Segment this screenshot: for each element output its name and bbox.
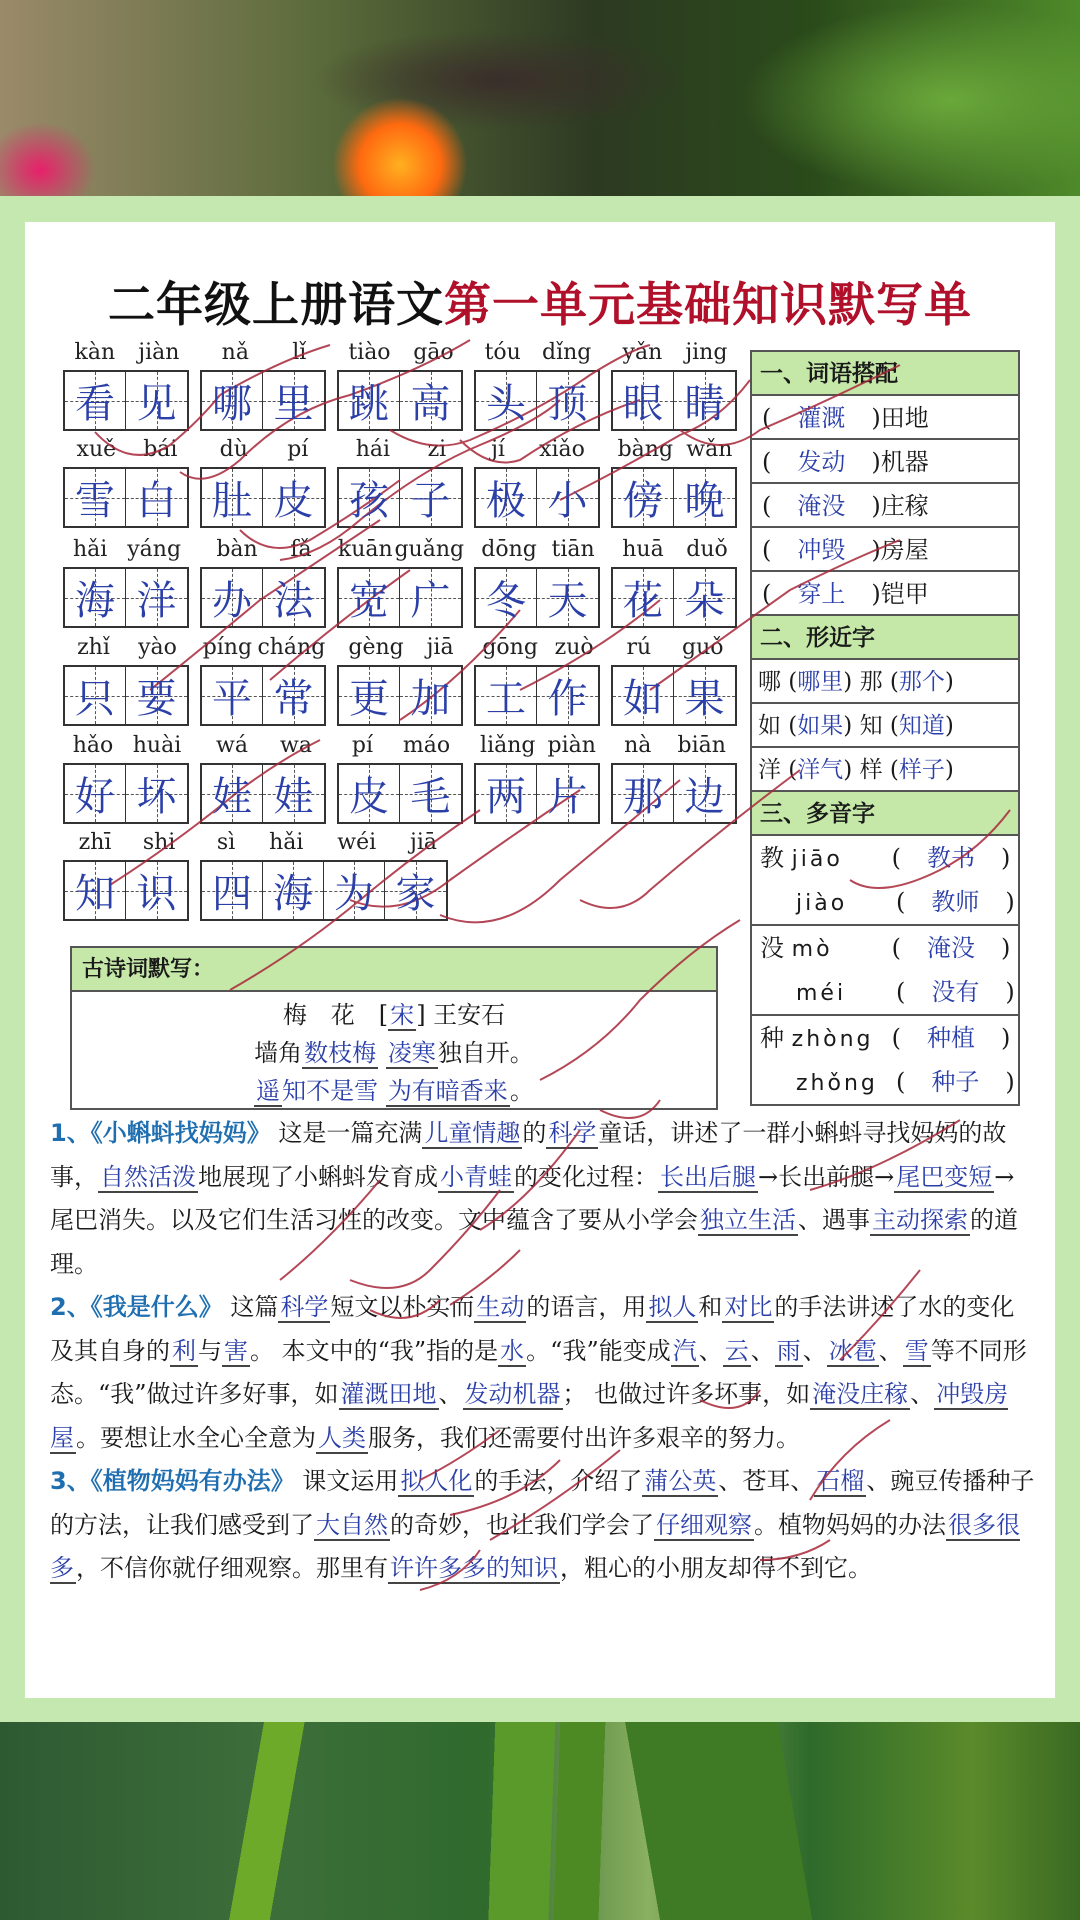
lesson-title: 2、《我是什么》 [50,1293,223,1321]
tianzige-boxes [611,370,737,431]
handwritten-char: 洋 [126,569,187,626]
tianzige-boxes [611,763,737,824]
pinyin-label: tóu dǐng [484,340,592,365]
handwritten-char: 宽 [339,569,400,626]
polyphone-pinyin: mò [791,937,833,962]
polyphone-char: 教 [760,844,784,872]
handwritten-char: 加 [400,667,461,724]
fill-blank-answer: 冰雹 [828,1336,877,1365]
handwritten-char: 识 [126,862,187,919]
fill-blank-answer: 对比 [724,1293,773,1321]
fill-blank-answer: 冲毁房屋 [50,1380,1009,1452]
handwritten-char: 更 [339,667,400,724]
handwritten-char: 里 [263,372,324,429]
tianzige-boxes [474,567,600,628]
tianzige-boxes [63,567,189,628]
word-matching-row: ( 淹没 )庄稼 [752,484,1018,528]
pinyin-label: bàn fǎ [216,537,312,562]
handwritten-char: 极 [476,469,537,526]
handwritten-char: 娃 [202,765,263,822]
pinyin-label: dōng tiān [481,537,595,562]
page-title [0,268,1080,335]
tianzige-boxes [63,370,189,431]
handwritten-char: 睛 [674,372,735,429]
fill-blank-answer: 小青蛙 [440,1162,512,1191]
tianzige-boxes [611,467,737,528]
fill-blank-answer: 汽 [672,1336,697,1365]
pinyin-label: kàn jiàn [74,340,180,365]
fill-blank-answer: 利 [172,1336,196,1365]
handwritten-char: 白 [126,469,187,526]
title-grade: 二年级上册语文 [108,278,444,333]
tianzige-boxes [200,860,448,921]
fill-blank-answer: 雪 [904,1336,929,1365]
poem-dictation-box [70,946,718,1110]
pinyin-label: hǎo huài [72,733,182,758]
handwritten-char: 果 [674,667,735,724]
similar-char-row: 如 (如果) 知 (知道) [752,704,1018,748]
handwritten-char: 天 [537,569,598,626]
matching-answer: 穿上 [797,580,846,608]
handwritten-char: 跳 [339,372,400,429]
polyphone-pinyin: méi [796,981,847,1006]
handwritten-char: 知 [65,862,126,919]
handwritten-char: 为 [324,862,385,919]
tianzige-boxes [611,567,737,628]
handwritten-char: 晚 [674,469,735,526]
similar-char-answer: 知道 [898,713,945,739]
handwritten-char: 海 [263,862,324,919]
background-photo-tulips [0,0,1080,196]
fill-blank-answer: 仔细观察 [656,1510,752,1539]
fill-blank-answer: 拟人 [648,1293,697,1321]
pinyin-label: huā duǒ [622,537,728,562]
pinyin-label: jí xiǎo [491,437,585,462]
tianzige-boxes [63,467,189,528]
pinyin-label: píng cháng [202,635,326,660]
fill-blank-answer: 生动 [476,1293,525,1321]
handwritten-char: 毛 [400,765,461,822]
pinyin-label: liǎng piàn [480,733,596,758]
pinyin-label: yǎn jing [622,340,728,365]
handwritten-char: 只 [65,667,126,724]
handwritten-char: 办 [202,569,263,626]
tianzige-boxes [63,860,189,921]
handwritten-char: 法 [263,569,324,626]
handwritten-char: 朵 [674,569,735,626]
tianzige-boxes [337,467,463,528]
word-matching-row: ( 穿上 )铠甲 [752,572,1018,616]
polyphone-char: 种 [760,1024,784,1052]
handwritten-char: 小 [537,469,598,526]
fill-blank-answer: 许许多多的知识 [390,1554,558,1582]
handwritten-char: 孩 [339,469,400,526]
tianzige-boxes [200,467,326,528]
poem-blank: 遥 [256,1077,281,1105]
fill-blank-answer: 主动探索 [872,1206,968,1234]
fill-blank-answer: 科学 [280,1293,329,1321]
handwritten-char: 见 [126,372,187,429]
pinyin-label: nà biān [624,733,726,758]
tianzige-boxes [337,567,463,628]
handwritten-char: 常 [263,667,324,724]
handwritten-char: 肚 [202,469,263,526]
polyphone-answer: 教师 [931,888,980,916]
similar-char-answer: 如果 [797,713,844,739]
tianzige-boxes [337,763,463,824]
tianzige-boxes [474,665,600,726]
pinyin-label: gōng zuò [482,635,594,660]
handwritten-char: 头 [476,372,537,429]
polyphone-group: 没 mò ( 淹没 ) méi ( 没有 ) [752,926,1018,1016]
tianzige-boxes [474,370,600,431]
handwritten-char: 花 [613,569,674,626]
fill-blank-answer: 独立生活 [700,1206,796,1234]
handwritten-char: 平 [202,667,263,724]
polyphone-group: 教 jiāo ( 教书 ) jiào ( 教师 ) [752,836,1018,926]
section-heading-similar-chars: 二、形近字 [752,616,1018,660]
handwritten-char: 家 [385,862,446,919]
polyphone-answer: 淹没 [927,934,976,962]
tianzige-boxes [200,665,326,726]
handwritten-char: 高 [400,372,461,429]
polyphone-pinyin: jiāo [791,847,843,872]
similar-char-answer: 洋气 [797,757,844,783]
pinyin-label: zhī shi [78,830,176,855]
similar-char-answer: 哪里 [797,669,844,695]
fill-blank-answer: 儿童情趣 [424,1119,521,1147]
fill-blank-answer: 大自然 [316,1510,388,1539]
handwritten-char: 四 [202,862,263,919]
handwritten-char: 顶 [537,372,598,429]
title-unit: 第一单元基础知识默写单 [444,278,972,333]
background-photo-grass [0,1722,1080,1920]
polyphone-char: 没 [760,934,784,962]
handwritten-char: 子 [400,469,461,526]
fill-blank-answer: 雨 [776,1336,801,1365]
tianzige-boxes [63,665,189,726]
fill-blank-answer: 自然活泼 [100,1162,196,1191]
lesson-summary: 3、《植物妈妈有办法》 课文运用拟人化的手法，介绍了蒲公英、苍耳、石榴、豌豆传播种子的方法，让我们感受到了大自然的奇妙，也让我们学会了仔细观察。植物妈妈的办法很多很多，不信你就仔细观察。那里有许许多多的知识，粗心的小朋友却得不到它。 [50,1467,1035,1582]
fill-blank-answer: 长出后腿 [660,1162,756,1191]
similar-char-row: 洋 (洋气) 样 (样子) [752,748,1018,792]
pinyin-label: nǎ lǐ [221,340,307,365]
handwritten-char: 皮 [263,469,324,526]
tianzige-boxes [611,665,737,726]
handwritten-char: 好 [65,765,126,822]
lesson-summary: 1、《小蝌蚪找妈妈》 这是一篇充满儿童情趣的科学童话，讲述了一群小蝌蚪寻找妈妈的故事，自然活泼地展现了小蝌蚪发育成小青蛙的变化过程：长出后腿→长出前腿→尾巴变短→尾巴消失。以及它们生活习性的改变。文中蕴含了要从小学会独立生活、遇事主动探索的道理。 [50,1119,1018,1278]
pinyin-label: tiào gāo [348,340,454,365]
tianzige-boxes [474,467,600,528]
handwritten-char: 雪 [65,469,126,526]
handwritten-char: 边 [674,765,735,822]
polyphone-pinyin: zhǒng [796,1071,878,1096]
fill-blank-answer: 很多很多 [50,1510,1020,1582]
lesson-title: 1、《小蝌蚪找妈妈》 [50,1119,271,1147]
pinyin-label: kuān guǎng [337,537,465,562]
handwritten-char: 作 [537,667,598,724]
poem-title-line: 梅 花 [宋] 王安石 [282,1001,506,1029]
poem-heading: 古诗词默写： [72,948,716,992]
lesson-summaries [50,1112,1035,1591]
tianzige-boxes [200,763,326,824]
polyphone-pinyin: zhòng [791,1027,874,1052]
fill-blank-answer: 淹没庄稼 [812,1380,909,1408]
fill-blank-answer: 拟人化 [400,1467,473,1495]
tianzige-boxes [337,370,463,431]
pinyin-label: bàng wǎn [617,437,733,462]
pinyin-label: pí máo [351,733,451,758]
similar-char-answer: 那个 [898,669,945,695]
similar-char-answer: 样子 [898,757,945,783]
section-heading-polyphones: 三、多音字 [752,792,1018,836]
pinyin-label: rú guǒ [626,635,724,660]
section-heading-word-matching: 一、词语搭配 [752,352,1018,396]
polyphone-answer: 种子 [931,1068,980,1096]
fill-blank-answer: 发动机器 [464,1380,561,1408]
matching-answer: 发动 [797,448,846,476]
poem-blank: 为有暗香来 [387,1077,508,1105]
poem-line-1: 墙角数枝梅 凌寒独自开。 [254,1039,534,1067]
matching-answer: 冲毁 [797,536,846,564]
polyphone-answer: 种植 [927,1024,976,1052]
polyphone-answer: 教书 [927,844,976,872]
pinyin-label: dù pí [219,437,309,462]
tianzige-boxes [200,567,326,628]
handwritten-char: 看 [65,372,126,429]
pinyin-label: zhǐ yào [77,635,177,660]
pinyin-label: wá wa [216,733,312,758]
handwritten-char: 海 [65,569,126,626]
fill-blank-answer: 蒲公英 [644,1467,717,1495]
pinyin-label: sì hǎi wéi jiā [216,830,438,855]
poem-dynasty-answer: 宋 [390,1001,415,1029]
fill-blank-answer: 科学 [548,1119,597,1147]
handwritten-char: 那 [613,765,674,822]
handwritten-char: 广 [400,569,461,626]
matching-answer: 灌溉 [797,404,846,432]
pinyin-label: gèng jiā [348,635,454,660]
handwritten-char: 工 [476,667,537,724]
poem-line-2: 遥知不是雪 为有暗香来。 [256,1077,534,1105]
handwritten-char: 两 [476,765,537,822]
poem-blank: 数枝梅 [304,1039,377,1067]
handwritten-char: 皮 [339,765,400,822]
fill-blank-answer: 云 [724,1336,749,1365]
right-panel [750,350,1020,1106]
tianzige-boxes [337,665,463,726]
handwritten-char: 眼 [613,372,674,429]
handwritten-char: 冬 [476,569,537,626]
handwritten-char: 娃 [263,765,324,822]
similar-char-row: 哪 (哪里) 那 (那个) [752,660,1018,704]
handwritten-char: 傍 [613,469,674,526]
fill-blank-answer: 人类 [318,1423,366,1452]
polyphone-pinyin: jiào [796,891,848,916]
handwritten-char: 要 [126,667,187,724]
word-matching-row: ( 发动 )机器 [752,440,1018,484]
fill-blank-answer: 水 [500,1336,525,1365]
lesson-title: 3、《植物妈妈有办法》 [50,1467,295,1495]
fill-blank-answer: 尾巴变短 [896,1162,993,1191]
word-matching-row: ( 冲毁 )房屋 [752,528,1018,572]
pinyin-label: hái zi [355,437,447,462]
handwritten-char: 片 [537,765,598,822]
tianzige-boxes [63,763,189,824]
word-matching-row: ( 灌溉 )田地 [752,396,1018,440]
matching-answer: 淹没 [797,492,846,520]
tianzige-boxes [474,763,600,824]
handwritten-char: 哪 [202,372,263,429]
handwritten-char: 如 [613,667,674,724]
pinyin-label: xuě bái [76,437,178,462]
poem-blank: 凌寒 [387,1039,436,1067]
handwritten-char: 坏 [126,765,187,822]
tianzige-boxes [200,370,326,431]
pinyin-label: hǎi yáng [72,537,182,562]
polyphone-answer: 没有 [931,978,980,1006]
fill-blank-answer: 害 [224,1336,248,1365]
lesson-summary: 2、《我是什么》 这篇科学短文以朴实而生动的语言，用拟人和对比的手法讲述了水的变化及其自身的利与害。 本文中的“我”指的是水。“我”能变成汽、云、雨、冰雹、雪等不同形态。“我”做过许多好事，如灌溉田地、发动机器； 也做过许多坏事，如淹没庄稼、冲毁房屋。要想让水全心全意为人类服务，我们还需要付出许多艰辛的努力。 [50,1293,1027,1452]
fill-blank-answer: 石榴 [816,1467,865,1495]
polyphone-group: 种 zhòng ( 种植 ) zhǒng ( 种子 ) [752,1016,1018,1104]
poem-body [72,992,716,1110]
fill-blank-answer: 灌溉田地 [340,1380,437,1408]
